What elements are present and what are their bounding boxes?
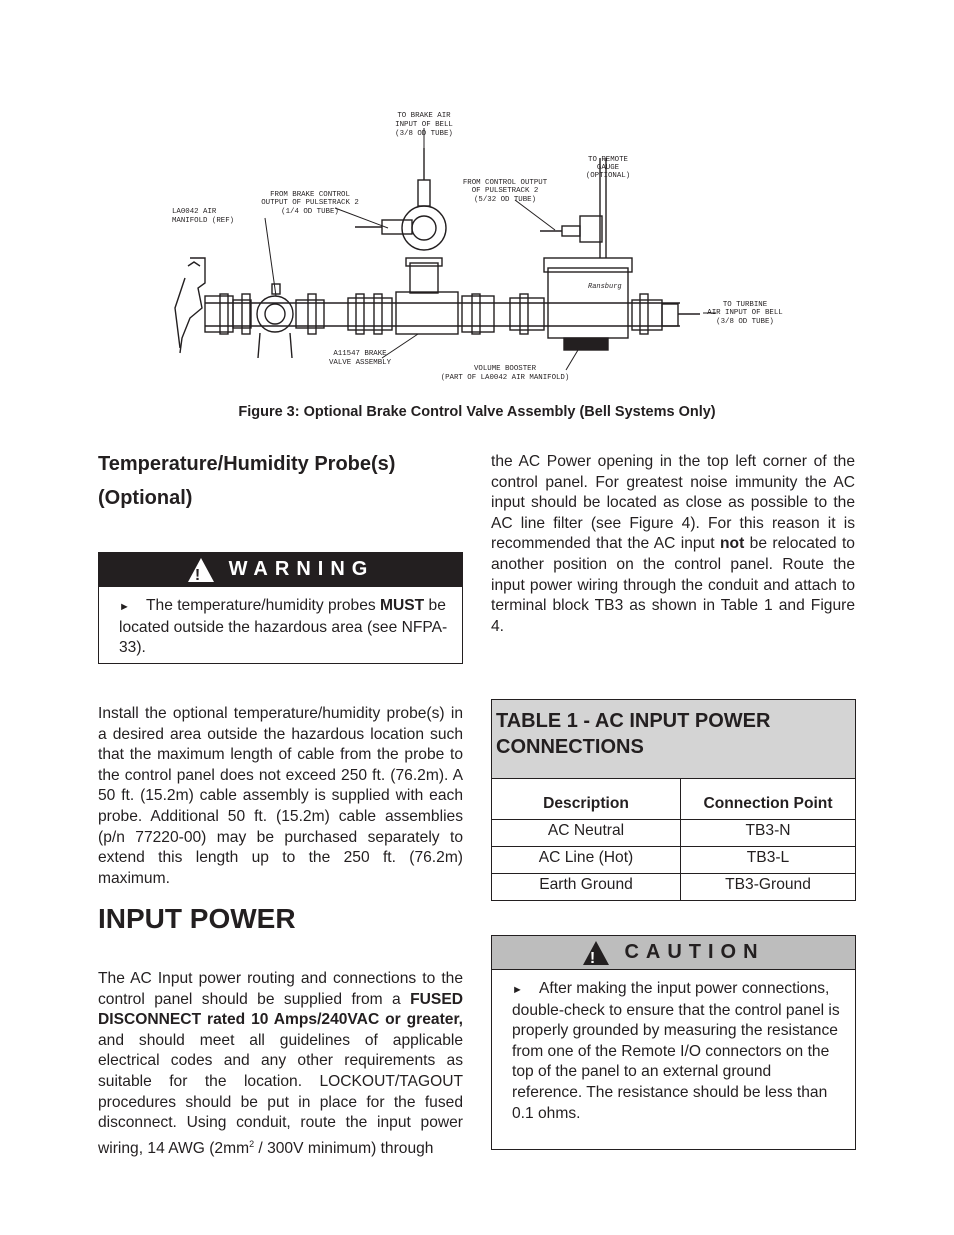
table-ac-input-power: [491, 699, 856, 901]
table-row: [492, 847, 855, 874]
warning-text-end: be located outside the hazardous area (see NFPA-33).: [119, 597, 448, 657]
figure-caption: Figure 3: Optional Brake Control Valve Assembly (Bell Systems Only): [238, 404, 716, 420]
bullet-icon: ►: [512, 984, 523, 996]
probe-install-text: Install the optional temperature/humidity probe(s) in a desired area outside the hazardous location such that the maximum length of cable from the probe to the control panel does not exceed 250 ft. (76.2m). A 50 ft. (15.2m) cable assembly is supplied with each probe. Additional 50 ft. (15.2m) cable assemblies (p/n 77220-00) may be purchased separately to extend this length up to the 250 ft. (76.2m) maximum.: [98, 705, 463, 887]
label-remote-gauge-3: (OPTIONAL): [585, 172, 631, 180]
svg-text:!: !: [590, 949, 603, 966]
caution-header: [492, 936, 855, 970]
label-control-output-1: FROM CONTROL OUTPUT: [462, 179, 548, 187]
p2-text-2: be relocated to another position on the control panel. Route the input power wiring through the conduit and attach to terminal block TB3 as shown in Table 1 and Figure 4.: [491, 535, 855, 635]
warning-text: The temperature/humidity probes: [146, 597, 381, 614]
probe-heading-line2: (Optional): [98, 487, 193, 509]
label-brake-control-1: FROM BRAKE CONTROL: [270, 191, 350, 199]
probe-heading-line1: Temperature/Humidity Probe(s): [98, 453, 396, 475]
table-row: [492, 874, 855, 900]
p2-bold: not: [720, 535, 745, 553]
label-booster-2: (PART OF LA0042 AIR MANIFOLD): [440, 374, 570, 382]
label-booster-1: VOLUME BOOSTER: [473, 365, 537, 373]
caution-title: CAUTION: [624, 941, 765, 963]
label-manifold-1: LA0042 AIR: [172, 208, 217, 216]
label-remote-gauge-2: GAUGE: [596, 164, 620, 172]
bullet-icon: ►: [119, 601, 130, 613]
p1-text-2: and should meet all guidelines of applicable electrical codes and any other requirements as suitable for the location. LOCKOUT/TAGOUT procedures should be put in place for the fused disconnect. Using conduit, route the input power wiring, 14 AWG (2mm: [98, 1031, 463, 1157]
p2-text: the AC Power opening in the top left corner of the control panel. For greatest noise immunity the AC input should be located as close as possible to the AC line filter (see Figure 4). For this reason it is recommended that the AC input: [491, 453, 855, 553]
table-row: [492, 820, 855, 847]
label-brake-control-2: OUTPUT OF PULSETRACK 2: [261, 199, 359, 207]
label-turbine-1: TO TURBINE: [722, 301, 768, 309]
caution-box: [491, 935, 856, 1150]
label-turbine-3: (3/8 OD TUBE): [716, 318, 774, 326]
cell-description: AC Neutral: [492, 820, 681, 846]
warning-text-bold: MUST: [380, 597, 425, 614]
p1-text-3: / 300V minimum) through: [254, 1139, 434, 1157]
input-power-paragraph: [98, 969, 463, 1160]
caution-icon: [582, 940, 610, 966]
input-power-continued: [491, 452, 855, 637]
header-description: Description: [492, 779, 681, 819]
label-control-output-3: (5/32 OD TUBE): [473, 196, 537, 204]
cell-description: AC Line (Hot): [492, 847, 681, 873]
table-title: TABLE 1 - AC INPUT POWER CONNECTIONS: [492, 700, 855, 779]
label-valve-2: VALVE ASSEMBLY: [328, 359, 392, 367]
label-manifold-2: MANIFOLD (REF): [172, 217, 235, 225]
brake-valve-assembly-figure: [160, 108, 800, 398]
warning-icon: [187, 557, 215, 583]
caution-text: After making the input power connections, double-check to ensure that the control panel is properly grounded by measuring the resistance from one of the Remote I/O connectors on the top of the panel to an external ground reference. The resistance should be less than 0.1 ohms.: [512, 980, 840, 1122]
cell-connection: TB3-L: [746, 849, 790, 866]
label-valve-1: A11547 BRAKE: [333, 350, 387, 358]
warning-title: WARNING: [228, 558, 375, 580]
table-header-row: [492, 779, 855, 820]
input-power-heading: INPUT POWER: [98, 903, 296, 934]
brand-logo: Ransburg: [588, 283, 622, 291]
probe-heading: [98, 447, 468, 515]
header-connection-point: Connection Point: [703, 795, 833, 812]
svg-text:!: !: [194, 566, 207, 583]
p1-text: The AC Input power routing and connections to the control panel should be supplied from a: [98, 970, 463, 1008]
label-turbine-2: AIR INPUT OF BELL: [707, 309, 783, 317]
caution-body: [492, 970, 855, 1130]
cell-connection: TB3-Ground: [725, 876, 811, 893]
label-brake-control-3: (1/4 OD TUBE): [281, 208, 339, 216]
warning-body: [99, 587, 462, 665]
p1-bold: FUSED DISCONNECT rated 10 Amps/240VAC or greater,: [98, 990, 463, 1029]
cell-description: Earth Ground: [492, 874, 681, 900]
label-remote-gauge-1: TO REMOTE: [588, 156, 628, 164]
label-control-output-2: OF PULSETRACK 2: [471, 187, 539, 195]
warning-box: [98, 552, 463, 664]
label-brake-air-3: (3/8 OD TUBE): [395, 130, 453, 138]
warning-header: [99, 553, 462, 587]
cell-connection: TB3-N: [745, 822, 791, 839]
label-brake-air-2: INPUT OF BELL: [395, 121, 453, 129]
label-brake-air-1: TO BRAKE AIR: [397, 112, 451, 120]
p1-sup: 2: [249, 1138, 255, 1149]
